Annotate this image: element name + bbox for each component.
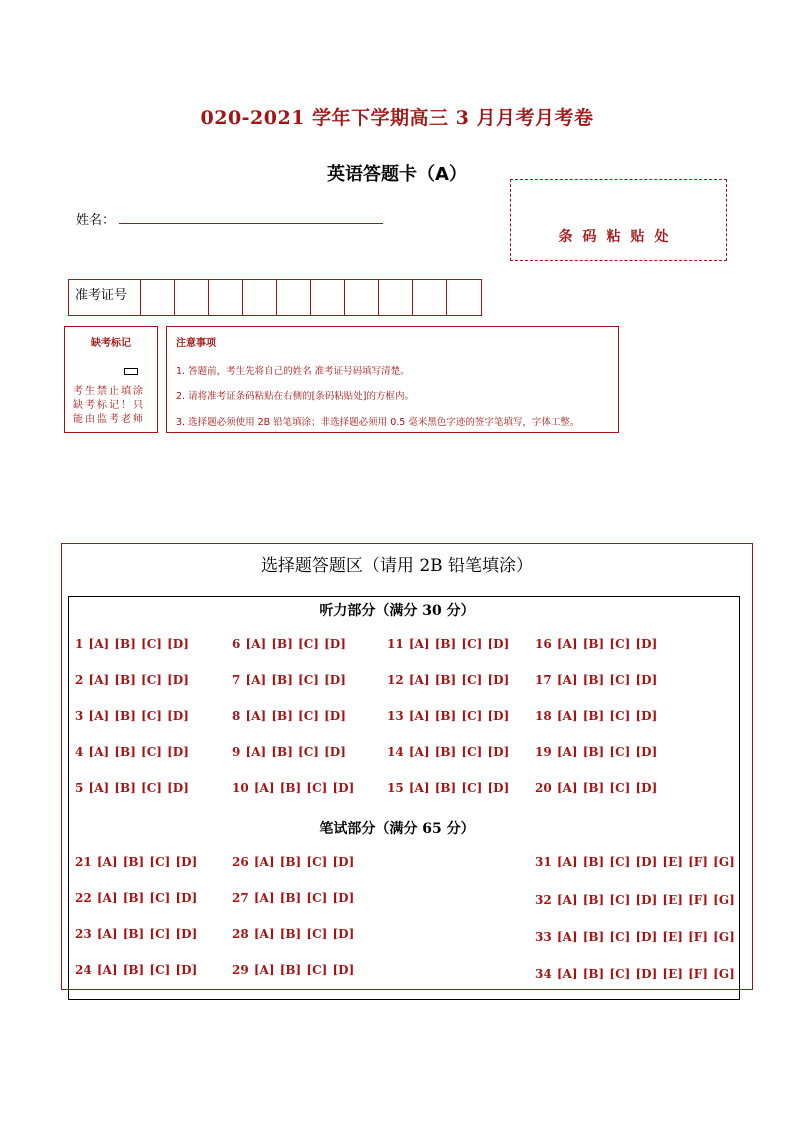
answer-row[interactable]: 3 [A] [B] [C] [D] [75,709,189,723]
answer-row[interactable]: 5 [A] [B] [C] [D] [75,781,189,795]
answer-row[interactable]: 16 [A] [B] [C] [D] [535,637,658,651]
notice-title: 注意事项 [176,338,216,349]
answer-row[interactable]: 10 [A] [B] [C] [D] [232,781,355,795]
choice-area-title: 选择题答题区（请用 2B 铅笔填涂） [260,556,534,576]
answer-row[interactable]: 1 [A] [B] [C] [D] [75,637,189,651]
ticket-digit-cell[interactable] [209,280,243,315]
absent-mark-box [64,326,158,433]
answer-row[interactable]: 19 [A] [B] [C] [D] [535,745,658,759]
ticket-digit-cell[interactable] [311,280,345,315]
name-label: 姓名： [76,213,116,228]
answer-row[interactable]: 8 [A] [B] [C] [D] [232,709,346,723]
answer-row[interactable]: 31 [A] [B] [C] [D] [E] [F] [G] [535,855,735,869]
answer-row[interactable]: 21 [A] [B] [C] [D] [75,855,198,869]
answer-row[interactable]: 7 [A] [B] [C] [D] [232,673,346,687]
ticket-digit-cell[interactable] [243,280,277,315]
ticket-digit-cell[interactable] [175,280,209,315]
answer-row[interactable]: 6 [A] [B] [C] [D] [232,637,346,651]
page-title: 020-2021 学年下学期高三 3 月月考月考卷 [200,107,594,129]
answer-row[interactable]: 17 [A] [B] [C] [D] [535,673,658,687]
answer-row[interactable]: 2 [A] [B] [C] [D] [75,673,189,687]
ticket-digit-cell[interactable] [413,280,447,315]
answer-row[interactable]: 26 [A] [B] [C] [D] [232,855,355,869]
ticket-digit-cell[interactable] [345,280,379,315]
answer-row[interactable]: 33 [A] [B] [C] [D] [E] [F] [G] [535,930,735,944]
answer-row[interactable]: 23 [A] [B] [C] [D] [75,927,198,941]
answer-row[interactable]: 4 [A] [B] [C] [D] [75,745,189,759]
name-field[interactable] [119,223,383,224]
answer-row[interactable]: 13 [A] [B] [C] [D] [387,709,510,723]
answer-row[interactable]: 32 [A] [B] [C] [D] [E] [F] [G] [535,893,735,907]
notice-box [166,326,619,433]
ticket-number-label: 准考证号 [69,280,141,315]
notice-item: 3. 选择题必须使用 2B 铅笔填涂；非选择题必须用 0.5 毫米黑色字迹的签字笔填写，字体工整。 [176,417,580,428]
answer-row[interactable]: 20 [A] [B] [C] [D] [535,781,658,795]
ticket-digit-cell[interactable] [141,280,175,315]
answer-row[interactable]: 34 [A] [B] [C] [D] [E] [F] [G] [535,967,735,981]
card-title: 英语答题卡（A） [327,164,467,185]
ticket-digit-cell[interactable] [447,280,481,315]
answer-row[interactable]: 18 [A] [B] [C] [D] [535,709,658,723]
answer-row[interactable]: 24 [A] [B] [C] [D] [75,963,198,977]
ticket-number-row [68,279,482,316]
notice-item: 1. 答题前，考生先将自己的姓名 准考证号码填写清楚。 [176,366,410,377]
barcode-label: 条码粘贴处 [558,229,679,245]
answer-row[interactable]: 27 [A] [B] [C] [D] [232,891,355,905]
answer-row[interactable]: 28 [A] [B] [C] [D] [232,927,355,941]
written-section-title: 笔试部分（满分 65 分） [319,821,475,837]
absent-mark-note: 考生禁止填涂缺考标记！只能由监考老师 [73,386,145,425]
answer-row[interactable]: 9 [A] [B] [C] [D] [232,745,346,759]
listening-section-title: 听力部分（满分 30 分） [319,603,475,619]
absent-mark-checkbox[interactable] [124,368,138,375]
answer-row[interactable]: 14 [A] [B] [C] [D] [387,745,510,759]
ticket-digit-cell[interactable] [379,280,413,315]
answer-row[interactable]: 11 [A] [B] [C] [D] [387,637,510,651]
ticket-digit-cell[interactable] [277,280,311,315]
absent-mark-title: 缺考标记 [91,338,131,349]
answer-row[interactable]: 15 [A] [B] [C] [D] [387,781,510,795]
answer-row[interactable]: 22 [A] [B] [C] [D] [75,891,198,905]
answer-row[interactable]: 12 [A] [B] [C] [D] [387,673,510,687]
answer-row[interactable]: 29 [A] [B] [C] [D] [232,963,355,977]
notice-item: 2. 请将准考证条码粘贴在右侧的[条码粘贴处]的方框内。 [176,391,414,402]
barcode-area [510,179,727,261]
